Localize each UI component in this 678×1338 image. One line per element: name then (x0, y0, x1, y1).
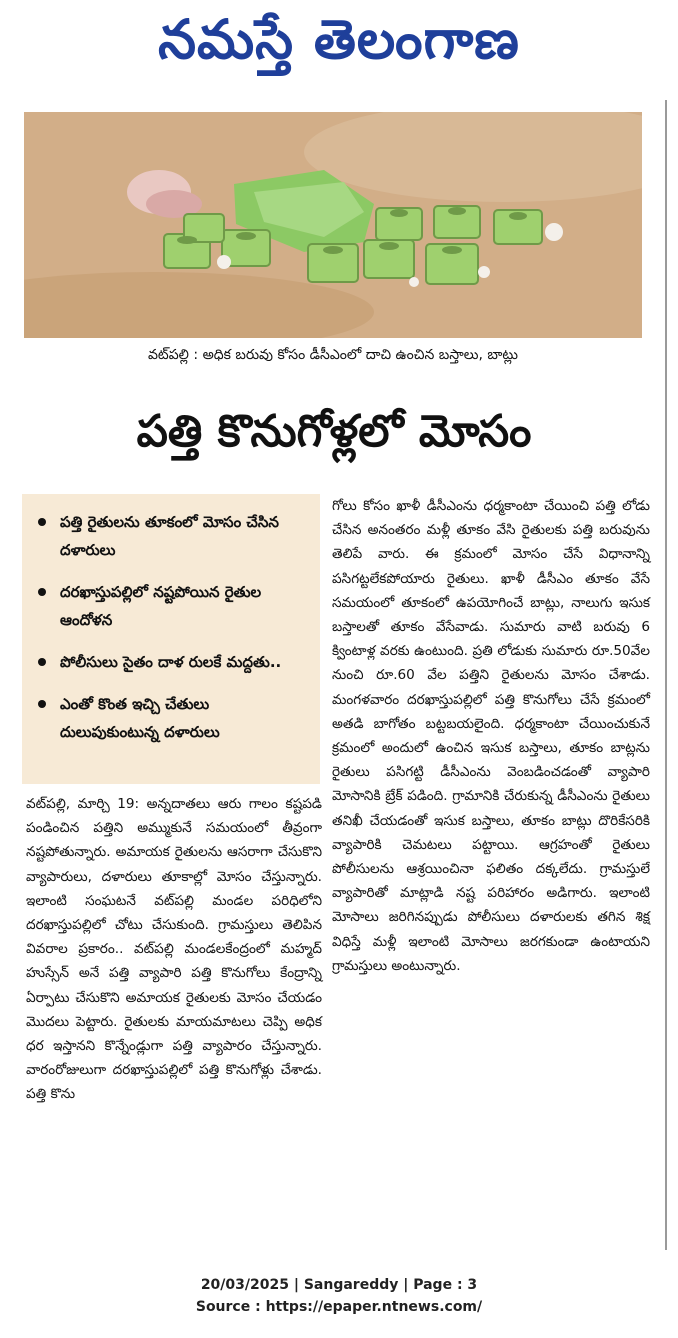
footer (0, 1274, 678, 1318)
article-body-right-column (332, 494, 650, 1234)
highlight-item: పత్తి రైతులను తూకంలో మోసం చేసిన దళారులు (34, 508, 312, 564)
news-photo (24, 112, 642, 338)
page-edge-rule (665, 100, 667, 1250)
highlights-box (22, 494, 320, 784)
bullet-icon (38, 658, 46, 666)
article-body-left-column (26, 792, 322, 1242)
photo-illustration (24, 112, 642, 338)
article-headline: పత్తి కొనుగోళ్లలో మోసం (136, 406, 532, 457)
article-body-left: వట్‌పల్లి, మార్చి 19: అన్నదాతలు ఆరు గాలం కష్టపడి పండించిన పత్తిని అమ్ముకునే సమయంలో తీవ్రంగా నష్టపోతున్నారు. అమాయక రైతులను ఆసరాగా చేసుకొని వ్యాపారులు, దళారులు తూకాల్లో మోసం చేస్తున్నారు. ఇలాంటి సంఘటనే వట్‌పల్లి మండల పరిధిలోని దరఖాస్తుపల్లిలో చోటు చేసుకుంది. గ్రామస్తులు తెలిపిన వివరాల ప్రకారం.. వట్‌పల్లి మండలకేంద్రంలో మహ్మద్ హుస్సేన్ అనే పత్తి వ్యాపారి పత్తి కొనుగోలు కేంద్రాన్ని ఏర్పాటు చేసుకొని అమాయక రైతులకు మోసం చేయడం మొదలు పెట్టారు. రైతులకు మాయమాటలు చెప్పి అధిక ధర ఇస్తానని కొన్నేండ్లుగా పత్తి వ్యాపారం చేస్తున్నారు. వారంరోజులుగా దరఖాస్తుపల్లిలో పత్తి కొనుగోళ్లు చేశాడు. పత్తి కొను (26, 796, 322, 1103)
bullet-icon (38, 700, 46, 708)
highlight-item: ఎంతో కొంత ఇచ్చి చేతులు దులుపుకుంటున్న దళారులు (34, 690, 312, 746)
bullet-icon (38, 518, 46, 526)
footer-date-edition: 20/03/2025 | Sangareddy | Page : 3 (200, 1277, 478, 1293)
highlight-item: దరఖాస్తుపల్లిలో నష్టపోయిన రైతుల ఆందోళన (34, 578, 312, 634)
highlight-item: పోలీసులు సైతం దాళ రులకే మద్దతు.. (34, 648, 312, 676)
highlights-list (22, 494, 320, 746)
footer-source: Source : https://epaper.ntnews.com/ (195, 1299, 483, 1315)
article-body-right: గోలు కోసం ఖాళీ డీసీఎంను ధర్మకాంటా చేయించి పత్తి లోడు చేసిన అనంతరం మళ్లీ తూకం వేసి రైతులకు పత్తి బరువును తెలిపే వారు. ఈ క్రమంలో మోసం చేసే విధానాన్ని పసిగట్టలేకపోయారు రైతులు. ఖాళీ డీసీఎం తూకం వేసే సమయంలో తూకంలో ఉపయోగించే బాట్లు, నాలుగు ఇసుక బస్తాలతో తూకం వేసేవాడు. సుమారు వాటి బరువు 6 క్వింటాళ్ల వరకు ఉంటుంది. ప్రతి లోడుకు సుమారు రూ.50వేల నుంచి రూ.60 వేల పత్తిని రైతులను మోసం చేశాడు. మంగళవారం దరఖాస్తుపల్లిలో పత్తి కొనుగోలు చేసే క్రమంలో అతడి బాగోతం బట్టబయలైంది. ధర్మకాంటా చేయించుకునే క్రమంలో అందులో ఉంచిన ఇసుక బస్తాలు, తూకం బాట్లను రైతులు పసిగట్టి డీసీఎంను వెంబడించడంతో వ్యాపారి మోసానికి బ్రేక్ పడింది. గ్రామానికి చేరుకున్న డీసీఎంను రైతులు తనిఖీ చేయడంతో ఇసుక బస్తాలు, తూకం బాట్లు దొరికేసరికి వ్యాపారికి చెమటలు పట్టాయి. ఆగ్రహంతో రైతులు పోలీసులను ఆశ్రయించినా ఫలితం దక్కలేదు. గ్రామస్తులే వ్యాపారితో మాట్లాడి నష్ట పరిహారం అడిగారు. ఇలాంటి మోసాలు జరిగినప్పుడు పోలీసులు దళారులకు తగిన శిక్ష విధిస్తే మళ్లీ ఇలాంటి మోసాలు జరగకుండా ఉంటాయని గ్రామస్తులు అంటున్నారు. (332, 498, 650, 974)
photo-caption: వట్‌పల్లి : అధిక బరువు కోసం డీసీఎంలో దాచి ఉంచిన బస్తాలు, బాట్లు (147, 347, 519, 363)
bullet-icon (38, 588, 46, 596)
masthead-title: నమస్తే తెలంగాణ (158, 8, 520, 71)
